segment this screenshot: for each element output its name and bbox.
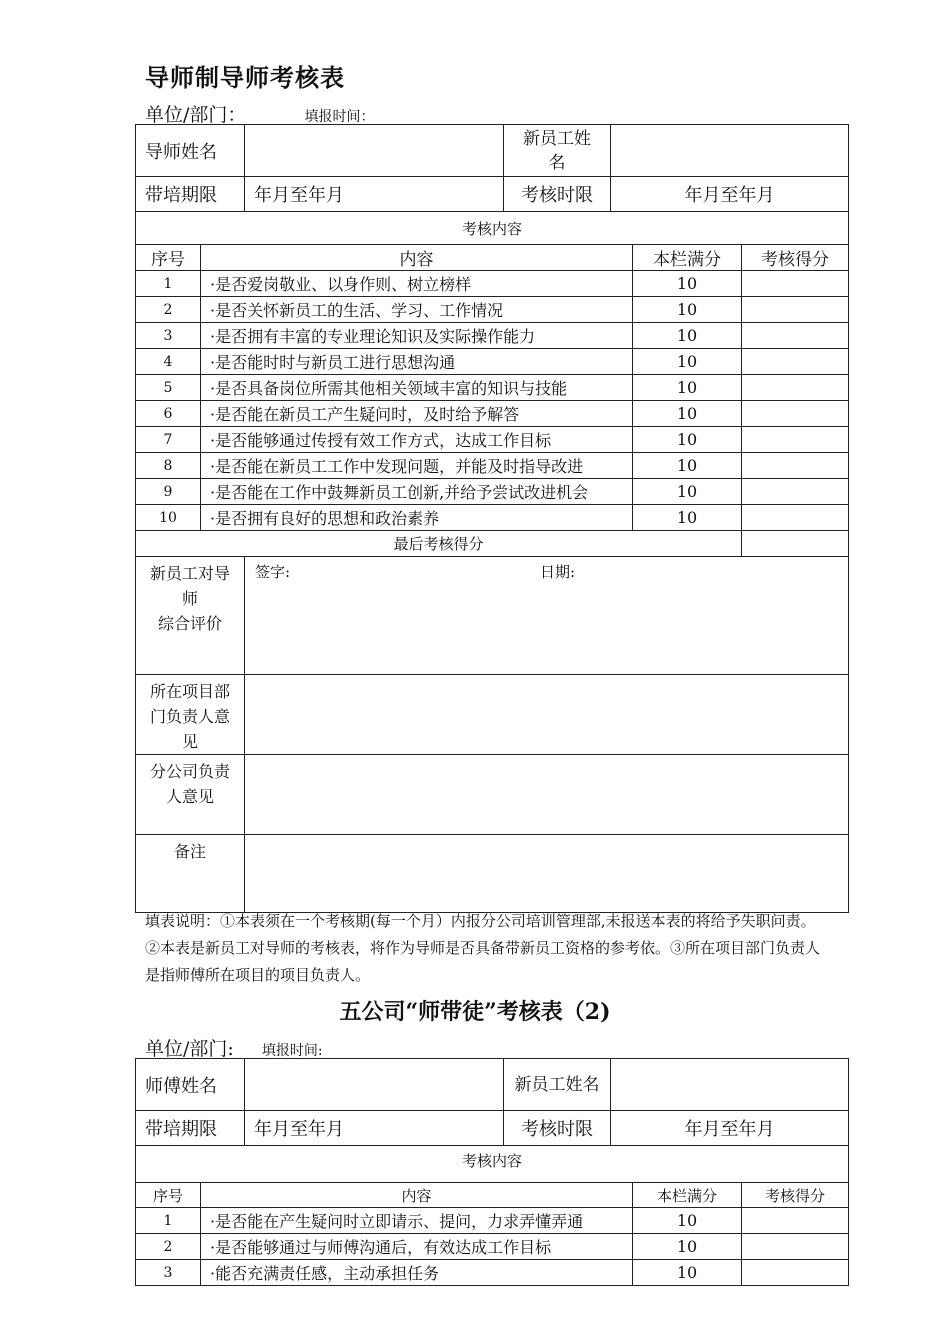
row-content: ·是否关怀新员工的生活、学习、工作情况 [201, 297, 633, 323]
row-content: ·是否拥有丰富的专业理论知识及实际操作能力 [201, 323, 633, 349]
row-full: 10 [633, 479, 742, 505]
row-score[interactable] [742, 479, 849, 505]
row-score[interactable] [742, 453, 849, 479]
row-content: ·是否能够通过传授有效工作方式，达成工作目标 [201, 427, 633, 453]
row-no: 3 [136, 1260, 201, 1286]
row-no: 3 [136, 323, 201, 349]
section-label: 考核内容 [136, 1146, 849, 1183]
form1-title: 导师制导师考核表 [145, 63, 345, 92]
row-content: ·是否能够通过与师傅沟通后，有效达成工作目标 [201, 1234, 633, 1260]
row-score[interactable] [742, 1234, 849, 1260]
row-no: 6 [136, 401, 201, 427]
dept-opinion-area[interactable] [245, 675, 849, 755]
row-no: 9 [136, 479, 201, 505]
employee-eval-area[interactable] [245, 557, 849, 675]
table-row [136, 1260, 849, 1286]
row-no: 1 [136, 1208, 201, 1234]
remark-area[interactable] [245, 835, 849, 913]
row-no: 7 [136, 427, 201, 453]
col-score: 考核得分 [742, 245, 849, 271]
row-content: ·是否拥有良好的思想和政治素养 [201, 505, 633, 531]
row-no: 10 [136, 505, 201, 531]
col-score: 考核得分 [742, 1183, 849, 1208]
col-no: 序号 [136, 245, 201, 271]
assess-period-label: 考核时限 [504, 1111, 611, 1146]
table-row [136, 349, 849, 375]
final-score-label: 最后考核得分 [136, 531, 742, 557]
row-full: 10 [633, 427, 742, 453]
row-score[interactable] [742, 297, 849, 323]
row-score[interactable] [742, 271, 849, 297]
row-no: 4 [136, 349, 201, 375]
row-content: ·是否能在工作中鼓舞新员工创新,并给予尝试改进机会 [201, 479, 633, 505]
row-content: ·是否能在产生疑问时立即请示、提问，力求弄懂弄通 [201, 1208, 633, 1234]
form1-meta [145, 100, 374, 127]
table-row [136, 427, 849, 453]
row-score[interactable] [742, 1260, 849, 1286]
row-no: 8 [136, 453, 201, 479]
employee-name-value[interactable] [611, 125, 849, 177]
period-label: 带培期限 [136, 177, 245, 212]
row-score[interactable] [742, 505, 849, 531]
fill-time-label: 填报时间： [304, 109, 375, 125]
row-no: 2 [136, 1234, 201, 1260]
row-score[interactable] [742, 375, 849, 401]
form1-note: 填表说明：①本表须在一个考核期(每一个月）内报分公司培训管理部,未报送本表的将给予失职问责。②本表是新员工对导师的考核表，将作为导师是否具备带新员工资格的参考依。③所在项目部门负责人是指师傅所在项目的项目负责人。 [145, 912, 821, 984]
row-content: ·是否能在新员工工作中发现问题，并能及时指导改进 [201, 453, 633, 479]
form1-table [135, 124, 849, 913]
row-content: ·能否充满责任感，主动承担任务 [201, 1260, 633, 1286]
mentor-name-value[interactable] [245, 1059, 504, 1111]
row-full: 10 [633, 453, 742, 479]
sign-label: 签字: [255, 563, 291, 581]
row-full: 10 [633, 401, 742, 427]
table-row [136, 479, 849, 505]
remark-label: 备注 [136, 835, 245, 913]
table-row [136, 505, 849, 531]
mentor-name-label: 导师姓名 [136, 125, 245, 177]
unit-label: 单位/部门： [145, 104, 247, 126]
col-content: 内容 [201, 1183, 633, 1208]
form2-title: 五公司“师带徒”考核表（2) [339, 999, 611, 1025]
row-score[interactable] [742, 401, 849, 427]
form2-table [135, 1058, 849, 1286]
row-full: 10 [633, 1234, 742, 1260]
table-row [136, 453, 849, 479]
employee-eval-label [136, 557, 245, 675]
col-full: 本栏满分 [633, 245, 742, 271]
row-full: 10 [633, 505, 742, 531]
row-content: ·是否爱岗敬业、以身作则、树立榜样 [201, 271, 633, 297]
assess-period-label: 考核时限 [504, 177, 611, 212]
row-content: ·是否具备岗位所需其他相关领域丰富的知识与技能 [201, 375, 633, 401]
period-label: 带培期限 [136, 1111, 245, 1146]
employee-eval-label-line1: 新员工对导师 [149, 564, 230, 608]
row-score[interactable] [742, 349, 849, 375]
row-content: ·是否能在新员工产生疑问时，及时给予解答 [201, 401, 633, 427]
table-row [136, 323, 849, 349]
table-row [136, 297, 849, 323]
row-full: 10 [633, 323, 742, 349]
assess-period-value[interactable]: 年月至年月 [611, 177, 849, 212]
branch-opinion-label: 分公司负责人意见 [136, 755, 245, 835]
table-row [136, 375, 849, 401]
fill-time-label: 填报时间: [261, 1043, 323, 1059]
table-row [136, 271, 849, 297]
period-value[interactable]: 年月至年月 [245, 1111, 504, 1146]
employee-name-label: 新员工姓名 [504, 125, 611, 177]
row-full: 10 [633, 375, 742, 401]
unit-label: 单位/部门: [145, 1038, 234, 1060]
employee-name-value[interactable] [611, 1059, 849, 1111]
row-full: 10 [633, 1208, 742, 1234]
row-content: ·是否能时时与新员工进行思想沟通 [201, 349, 633, 375]
row-full: 10 [633, 297, 742, 323]
table-row [136, 401, 849, 427]
row-full: 10 [633, 1260, 742, 1286]
row-no: 2 [136, 297, 201, 323]
form2-meta [145, 1034, 323, 1061]
col-content: 内容 [201, 245, 633, 271]
mentor-name-label: 师傅姓名 [136, 1059, 245, 1111]
mentor-name-value[interactable] [245, 125, 504, 177]
branch-opinion-area[interactable] [245, 755, 849, 835]
table-row [136, 1208, 849, 1234]
period-value[interactable]: 年月至年月 [245, 177, 504, 212]
row-score[interactable] [742, 323, 849, 349]
row-score[interactable] [742, 1208, 849, 1234]
section-label: 考核内容 [136, 212, 849, 245]
col-full: 本栏满分 [633, 1183, 742, 1208]
col-no: 序号 [136, 1183, 201, 1208]
assess-period-value[interactable]: 年月至年月 [611, 1111, 849, 1146]
employee-name-label: 新员工姓名 [504, 1059, 611, 1111]
table-row [136, 1234, 849, 1260]
row-full: 10 [633, 349, 742, 375]
dept-opinion-label: 所在项目部门负责人意见 [136, 675, 245, 755]
row-full: 10 [633, 271, 742, 297]
date-label: 日期: [540, 563, 576, 581]
employee-eval-label-line2: 综合评价 [157, 614, 222, 633]
row-no: 1 [136, 271, 201, 297]
final-score-value[interactable] [742, 531, 849, 557]
row-score[interactable] [742, 427, 849, 453]
row-no: 5 [136, 375, 201, 401]
